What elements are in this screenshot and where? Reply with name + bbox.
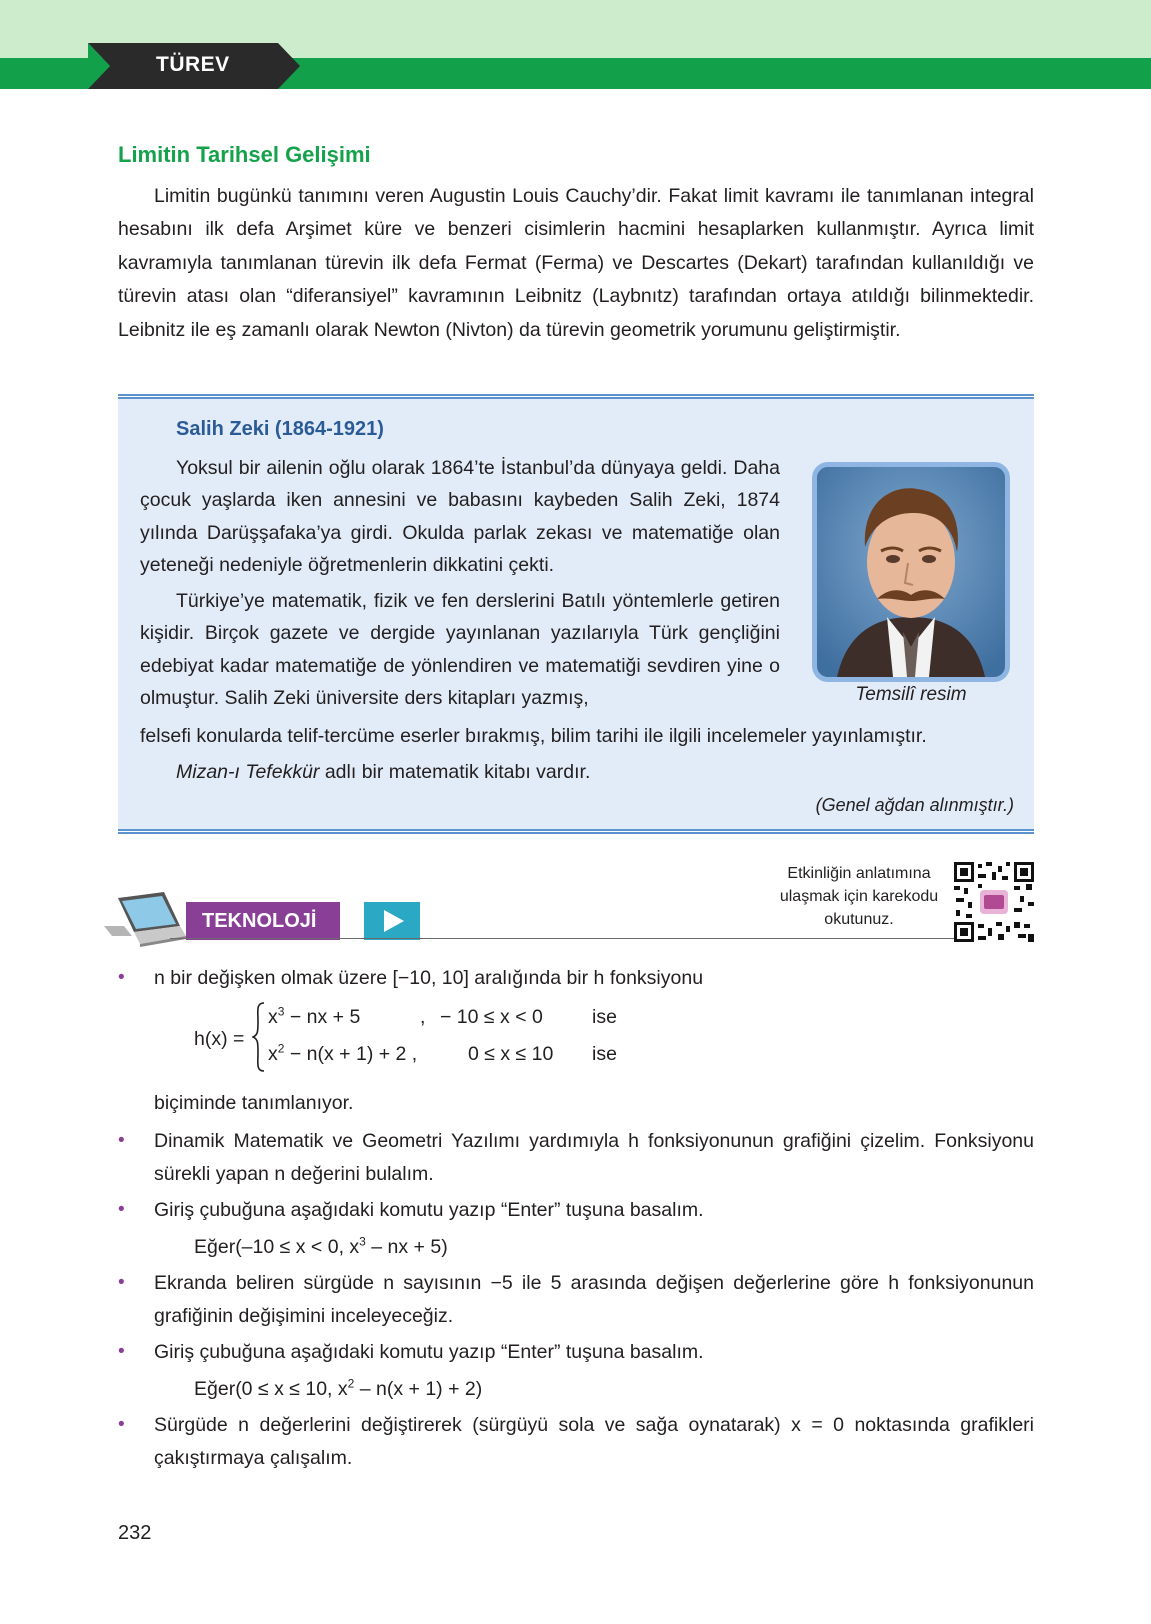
bullet-icon: •	[118, 1130, 125, 1151]
activity-list	[118, 962, 1034, 1474]
bio-book-rest: adlı bir matematik kitabı vardır.	[319, 761, 591, 783]
page-number: 232	[118, 1522, 152, 1544]
piecewise-formula	[194, 995, 1034, 1081]
technology-underline	[170, 938, 1034, 939]
bio-bottom-rule	[118, 829, 1034, 834]
chapter-tab	[88, 43, 300, 89]
bio-paragraph-1: Yoksul bir ailenin oğlu olarak 1864’te İstanbul’da dünyaya geldi. Daha çocuk yaşlarda iken annesini ve babasını kaybeden Salih Zeki, 1874 yılında Darüşşafaka’ya girdi. Okulda parlak zekası ve matematiğe olan yeteneği nedeniyle öğretmenlerin dikkatini çekti.	[140, 457, 780, 576]
command-1: Eğer(–10 ≤ x < 0, $x^3$ – nx + 5)	[194, 1234, 448, 1258]
intro-paragraph	[118, 180, 1034, 347]
qr-code-icon[interactable]	[954, 862, 1034, 942]
technology-label: TEKNOLOJİ	[186, 902, 340, 940]
bio-book-title: Mizan-ı Tefekkür	[176, 761, 320, 783]
bio-book-line	[140, 756, 1012, 788]
list-item: • Ekranda beliren sürgüde n sayısının −5 ile 5 arasında değişen değerlerine göre h fonksiyonunun grafiğinin değişimini inceleyeceğiz.	[118, 1267, 1034, 1332]
portrait-caption: Temsilî resim	[855, 684, 967, 705]
list-item: • Giriş çubuğuna aşağıdaki komutu yazıp “Enter” tuşuna basalım.	[118, 1336, 1034, 1369]
list-item: • Sürgüde n değerlerini değiştirerek (sürgüyü sola ve sağa oynatarak) x = 0 noktasında grafikleri çakıştırmaya çalışalım.	[118, 1409, 1034, 1474]
list-item: • Dinamik Matematik ve Geometri Yazılımı yardımıyla h fonksiyonunun grafiğini çizelim. Fonksiyonu sürekli yapan n değerini bulalım.	[118, 1125, 1034, 1190]
formula-lhs: h(x) =	[194, 1027, 245, 1050]
intro-text: Limitin bugünkü tanımını veren Augustin Louis Cauchy’dir. Fakat limit kavramı ile tanımlanan integral hesabını ilk defa Arşimet küre ve benzeri cisimlerin hacmini hesaplarken kullanmıştır. Ayrıca limit kavramıyla tanımlanan türevin ilk defa Fermat (Ferma) ve Descartes (Dekart) tarafından kullanıldığı ve türevin atası olan “diferansiyel” kavramının Leibnitz (Laybnıtz) tarafından ortaya atıldığı bilinmektedir. Leibnitz ile eş zamanlı olarak Newton (Nivton) da türevin geometrik yorumunu geliştirmiştir.	[118, 185, 1034, 341]
bullet-icon: •	[118, 1414, 125, 1435]
bullet-icon: •	[118, 967, 125, 988]
play-icon	[364, 902, 420, 940]
list-item: • Giriş çubuğuna aşağıdaki komutu yazıp “Enter” tuşuna basalım.	[118, 1194, 1034, 1227]
formula-case-1-condition: − 10 ≤ x < 0	[440, 1005, 543, 1028]
chapter-tab-label: TÜREV	[156, 53, 230, 76]
bio-text	[140, 452, 780, 714]
formula-case-2: $x^2 - n(x + 1) + 2$ ,	[268, 1041, 418, 1065]
bio-paragraph-2-cont: felsefi konularda telif-tercüme eserler bırakmış, bilim tarihi ile ilgili incelemeler yayınlamıştır.	[140, 725, 927, 747]
formula-case-1-ise: ise	[592, 1005, 617, 1028]
bullet-icon: •	[118, 1272, 125, 1293]
formula-case-1-comma: ,	[420, 1005, 426, 1028]
section-title: Limitin Tarihsel Gelişimi	[118, 142, 371, 167]
list-item: • n bir değişken olmak üzere [−10, 10] aralığında bir h fonksiyonu	[118, 962, 1034, 995]
formula-case-1: $x^3$ − nx + 5	[268, 1004, 361, 1028]
formula-after: biçiminde tanımlanıyor.	[154, 1091, 354, 1114]
bullet-icon: •	[118, 1341, 125, 1362]
bio-title: Salih Zeki (1864-1921)	[176, 418, 384, 440]
brace-icon	[252, 1001, 266, 1073]
bio-source: (Genel ağdan alınmıştır.)	[815, 795, 1014, 815]
play-button[interactable]	[364, 902, 420, 940]
laptop-icon	[104, 892, 188, 948]
formula-case-2-condition: 0 ≤ x ≤ 10	[468, 1042, 554, 1065]
formula-case-2-ise: ise	[592, 1042, 617, 1065]
qr-note: Etkinliğin anlatımına ulaşmak için karekodu okutunuz.	[779, 865, 939, 928]
bio-paragraph-2: Türkiye’ye matematik, fizik ve fen derslerini Batılı yöntemlerle getiren kişidir. Birçok gazete ve dergide yayınlanan yazılarıyla Türk gençliğini edebiyat kadar matematiğe de yönlendiren ve matematiği sevdiren yine o olmuştur. Salih Zeki üniversite ders kitapları yazmış,	[140, 590, 780, 710]
portrait-image	[812, 462, 1010, 682]
command-2: Eğer(0 ≤ x ≤ 10, $x^2 - n(x + 1) + 2$)	[194, 1376, 483, 1400]
bullet-icon: •	[118, 1199, 125, 1220]
